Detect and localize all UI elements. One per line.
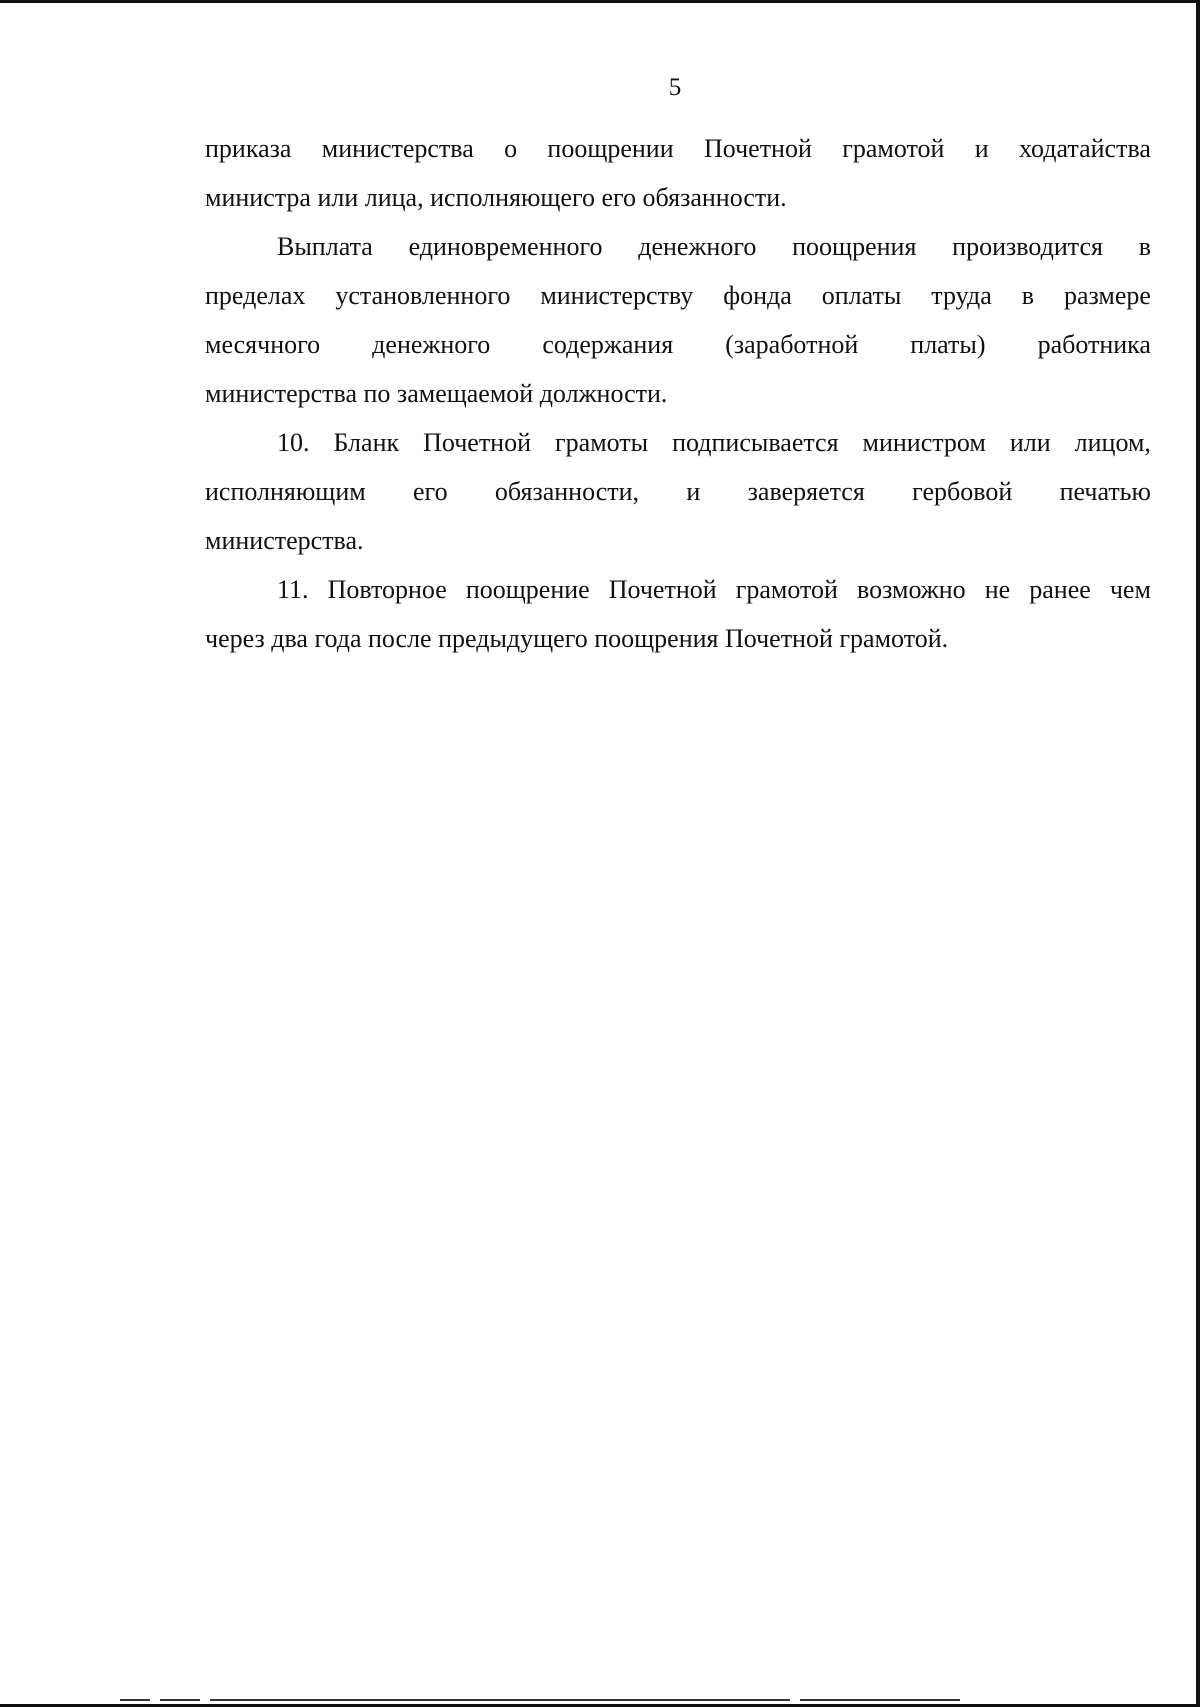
paragraph [205, 124, 1151, 222]
word: Повторное [327, 575, 447, 604]
word: грамотой [735, 575, 838, 604]
scan-artifact [210, 1699, 790, 1701]
word: месячного [205, 330, 321, 359]
word: поощрение [465, 575, 590, 604]
scan-edge-right [1196, 0, 1200, 1707]
word: (заработной [725, 330, 859, 359]
text-line: министерства по замещаемой должности. [205, 379, 668, 408]
scan-artifact [120, 1699, 150, 1701]
word: грамоты [554, 428, 649, 457]
word: и [686, 477, 701, 506]
word: производится [952, 232, 1103, 261]
word: приказа [205, 134, 292, 163]
word: министерству [540, 281, 694, 310]
text-line [205, 418, 1151, 467]
word: ходатайства [1019, 134, 1151, 163]
text-line [205, 222, 1151, 271]
word: содержания [542, 330, 674, 359]
word: оплаты [821, 281, 902, 310]
scan-artifact [160, 1699, 200, 1701]
word: установленного [335, 281, 511, 310]
paragraph [205, 418, 1151, 565]
text-line [205, 271, 1151, 320]
word: 11. [277, 575, 309, 604]
word: 10. [277, 428, 310, 457]
word: единовременного [408, 232, 603, 261]
word: грамотой [842, 134, 945, 163]
word: министром [862, 428, 986, 457]
word: печатью [1059, 477, 1151, 506]
word: пределах [205, 281, 306, 310]
word: исполняющим [205, 477, 366, 506]
word: поощрения [792, 232, 917, 261]
word: или [1009, 428, 1051, 457]
word: министерства [321, 134, 474, 163]
word: Почетной [703, 134, 812, 163]
text-line [205, 124, 1151, 173]
page-number: 5 [668, 74, 682, 101]
word: подписывается [672, 428, 839, 457]
word: денежного [372, 330, 491, 359]
word: размере [1063, 281, 1151, 310]
word: о [504, 134, 518, 163]
word: Почетной [423, 428, 532, 457]
word: платы) [910, 330, 986, 359]
word: в [1138, 232, 1151, 261]
word: обязанности, [494, 477, 640, 506]
word: заверяется [747, 477, 865, 506]
text-line [205, 565, 1151, 614]
text-line [205, 320, 1151, 369]
text-line: министерства. [205, 526, 364, 555]
word: чем [1109, 575, 1151, 604]
word: денежного [638, 232, 757, 261]
word: его [413, 477, 448, 506]
paragraph [205, 222, 1151, 418]
word: фонда [723, 281, 792, 310]
word: и [974, 134, 989, 163]
word: в [1021, 281, 1034, 310]
scan-edge-top [0, 0, 1200, 3]
scan-artifact [800, 1699, 960, 1701]
word: лицом, [1074, 428, 1151, 457]
document-body [205, 124, 1151, 663]
word: труда [931, 281, 992, 310]
paragraph [205, 565, 1151, 663]
text-line [205, 467, 1151, 516]
word: возможно [857, 575, 966, 604]
word: поощрении [547, 134, 674, 163]
word: ранее [1029, 575, 1091, 604]
word: Почетной [608, 575, 717, 604]
text-line: министра или лица, исполняющего его обязанности. [205, 183, 787, 212]
word: не [984, 575, 1011, 604]
word: работника [1037, 330, 1151, 359]
word: гербовой [912, 477, 1013, 506]
text-line: через два года после предыдущего поощрения Почетной грамотой. [205, 624, 949, 653]
word: Выплата [277, 232, 373, 261]
word: Бланк [333, 428, 400, 457]
